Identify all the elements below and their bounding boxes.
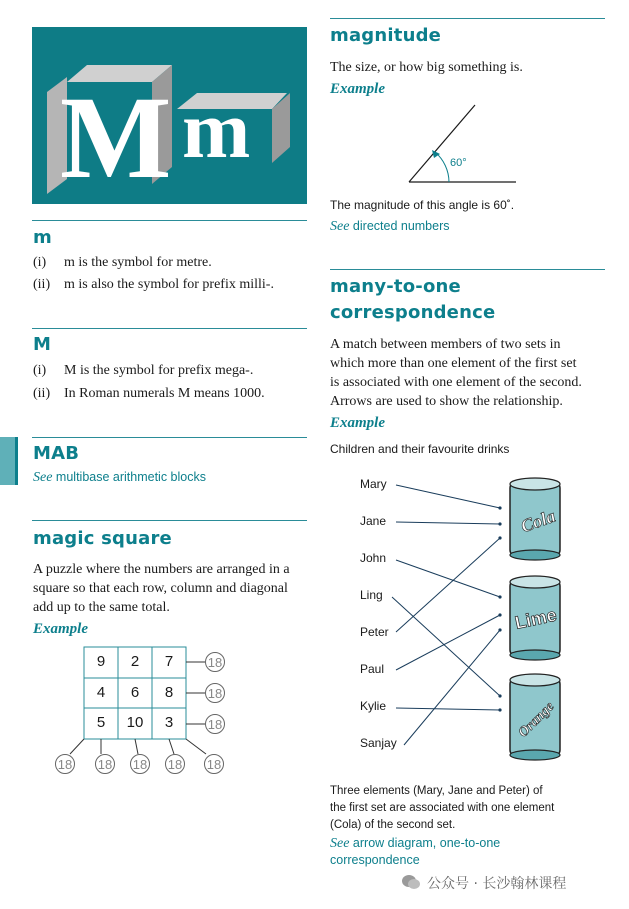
many-to-one-see-reference-line-2[interactable]: correspondence (330, 853, 420, 867)
see-label: See (330, 836, 350, 851)
magic-cell: 7 (164, 653, 174, 670)
m-item-2-text: m is also the symbol for prefix milli-. (64, 277, 274, 292)
many-to-one-caption-line-3: (Cola) of the second set. (330, 819, 456, 831)
magic-cell: 2 (130, 653, 140, 670)
entry-title-magnitude: magnitude (330, 25, 442, 46)
see-label: See (330, 219, 350, 234)
child-name: Jane (360, 514, 387, 528)
row-sum-circle: 18 (205, 714, 225, 734)
m-item-1-num: (i) (33, 255, 47, 270)
many-to-one-definition-line-2: which more than one element of the first set (330, 356, 577, 371)
see-label: See (33, 470, 53, 485)
magic-square-definition-line-1: A puzzle where the numbers are arranged in a (33, 562, 290, 577)
child-name: Mary (360, 477, 387, 491)
magic-square-example-label: Example (33, 621, 88, 637)
many-to-one-definition-line-3: is associated with one element of the second. (330, 375, 582, 390)
row-sum-circle: 18 (205, 652, 225, 672)
entry-title-M: M (33, 334, 52, 355)
child-name: Paul (360, 662, 385, 676)
many-to-one-example-label: Example (330, 415, 385, 431)
M-item-2-num: (ii) (33, 386, 51, 401)
magic-cell: 9 (96, 653, 106, 670)
many-to-one-subtitle: Children and their favourite drinks (330, 442, 510, 456)
row-sum-circle: 18 (205, 683, 225, 703)
svg-text:Lime: Lime (513, 604, 559, 633)
see-link-text: multibase arithmetic blocks (55, 470, 206, 484)
orange-can-icon (510, 674, 560, 760)
M-item-2-text: In Roman numerals M means 1000. (64, 386, 265, 401)
magnitude-definition: The size, or how big something is. (330, 60, 523, 75)
entry-title-many-to-one-line-1: many-to-one (330, 276, 461, 297)
many-to-one-see-reference[interactable] (330, 836, 500, 852)
see-link-text: directed numbers (352, 219, 450, 233)
diagonal-sum-circle: 18 (55, 754, 75, 774)
column-sum-circle: 18 (95, 754, 115, 774)
magic-cell: 10 (126, 714, 144, 731)
m-item-2-num: (ii) (33, 277, 51, 292)
magic-cell: 3 (164, 714, 174, 731)
column-sum-circle: 18 (130, 754, 150, 774)
M-item-1-num: (i) (33, 363, 47, 378)
m-item-1-text: m is the symbol for metre. (64, 255, 212, 270)
child-name: Ling (360, 588, 383, 602)
magnitude-example-label: Example (330, 81, 385, 97)
magic-cell: 6 (130, 684, 140, 701)
column-sum-circle: 18 (165, 754, 185, 774)
svg-text:M: M (60, 72, 172, 203)
magic-cell: 8 (164, 684, 174, 701)
entry-title-many-to-one-line-2: correspondence (330, 302, 496, 323)
M-item-1-text: M is the symbol for prefix mega-. (64, 363, 254, 378)
child-name: Kylie (360, 699, 387, 713)
lime-can-icon (510, 576, 560, 660)
many-to-one-definition-line-4: Arrows are used to show the relationship. (330, 394, 563, 409)
magic-square-definition-line-2: square so that each row, column and diagonal (33, 581, 288, 596)
many-to-one-caption-line-1: Three elements (Mary, Jane and Peter) of (330, 785, 543, 797)
see-link-text: arrow diagram, one-to-one (352, 836, 501, 850)
cola-can-icon (510, 478, 560, 560)
diagonal-sum-circle: 18 (204, 754, 224, 774)
child-name: Peter (360, 625, 389, 639)
watermark-text: 公众号 · 长沙翰林课程 (427, 876, 567, 892)
svg-text:m: m (182, 84, 251, 175)
wechat-icon (401, 874, 421, 890)
svg-text:Orange: Orange (515, 699, 558, 741)
entry-title-mab: MAB (33, 443, 80, 464)
child-name: Sanjay (360, 736, 397, 750)
child-name: John (360, 551, 387, 565)
many-to-one-caption-line-2: the first set are associated with one element (330, 802, 555, 814)
entry-title-magic-square: magic square (33, 528, 172, 549)
many-to-one-definition-line-1: A match between members of two sets in (330, 337, 561, 352)
svg-text:Cola: Cola (518, 505, 558, 537)
entry-title-m: m (33, 227, 52, 248)
magic-cell: 4 (96, 684, 106, 701)
angle-label: 60° (450, 157, 467, 169)
magnitude-caption: The magnitude of this angle is 60˚. (330, 198, 515, 212)
magic-square-definition-line-3: add up to the same total. (33, 600, 170, 615)
magic-cell: 5 (96, 714, 106, 731)
